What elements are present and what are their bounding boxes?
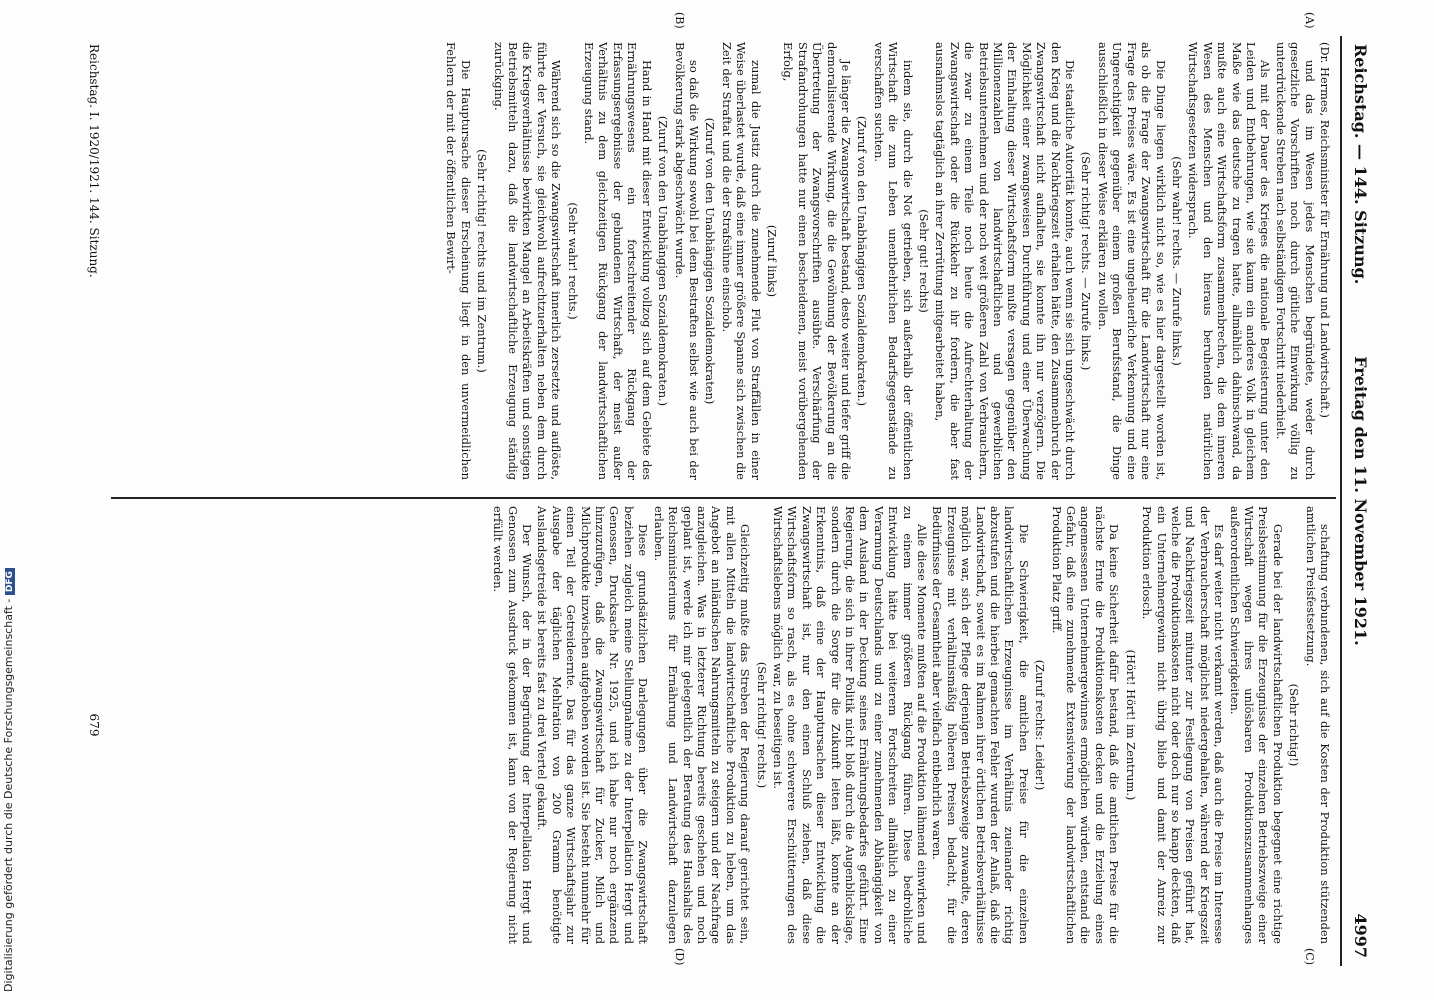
column-divider: [111, 497, 1336, 499]
interjection: (Sehr wahr! rechts.): [565, 202, 580, 320]
margin-marker-c: (C): [1303, 948, 1316, 965]
interjection: (Zuruf von den Unabhängigen Sozialdemokraten.): [656, 115, 671, 407]
interjection: (Sehr richtig! rechts und im Zentrum.): [475, 149, 490, 373]
margin-marker-d: (D): [673, 948, 686, 966]
interjection: (Zuruf rechts: Leider!): [1033, 659, 1048, 791]
interjection: (Sehr richtig! rechts. — Zurufe links.): [1079, 151, 1094, 371]
header-page-number: 4997: [1351, 913, 1370, 958]
paragraph: Die staatliche Autorität konnte, auch wenn sie sich ungeschwächt durch den Krieg und die Nachkriegszeit erhalten hätte, den Zusammenbruch der Zwangswirtschaft nicht aufhalten, sie konnte ihn nur verzögern. Die Möglichkeit einer zwangsweisen Durchführung und einer Überwachung der Einhaltung dieser Wirtschaftsform mußte versagen gegenüber den Millionenzahlen von landwirtschaftlichen und gewerblichen Betriebsunternehmen und der noch weit größeren Zahl von Verbrauchern, die zwar zu einem Teile noch heute die Aufrechterhaltung der Zwangswirtschaft oder die Rückkehr zu ihr fordern, die aber fast ausnahmslos tagtäglich an ihrer Zerrüttung mitgearbeitet haben,: [933, 42, 1078, 480]
paragraph: Die Dinge liegen wirklich nicht so, wie es hier dargestellt worden ist, als ob die Frage der Zwangswirtschaft für die Landwirtschaft nur eine Frage des Preises wäre. Es ist eine ungeheuerliche Verkennung und eine Ungerechtigkeit gegenüber einem großen Berufsstand, die Dinge ausschließlich in dieser Weise erklären zu wollen.: [1095, 42, 1168, 480]
text-column-right: [112, 506, 1332, 944]
interjection: (Sehr richtig!): [1287, 683, 1302, 767]
paragraph: so daß die Wirkung sowohl bei dem Bestraften selbst wie auch bei der Bevölkerung stark abgeschwächt wurde.: [672, 42, 701, 480]
footer-page-number: 679: [87, 713, 101, 737]
paragraph: zumal die Justiz durch die zunehmende Flut von Straffällen in einer Weise überlastet wurde, daß eine immer größere Spanne sich zwischen die Zeit der Straftat und die der Strafsühne einschob.: [719, 42, 763, 480]
paragraph: Die Schwierigkeit, die amtlichen Preise für die einzelnen landwirtschaftlichen Erzeugnisse im Verhältnis zueinander richtig abzustufen und die hierbei gemachten Fehler wurden der Anlaß, daß die Landwirtschaft, soweit es im Rahmen ihrer örtlichen Betriebsverhältnisse möglich war, sich der Pflege derjenigen Betriebszweige zuwandte, deren Erzeugnisse mit verhältnismäßig höheren Preisen bedacht, für die Bedürfnisse der Gesamtheit aber vielfach entbehrlich waren.: [930, 506, 1031, 944]
paragraph: Je länger die Zwangswirtschaft bestand, desto weiter und tiefer griff die demoralisierende Wirkung, die die Gewöhnung der Bevölkerung an die Übertretung der Zwangsvorschriften ausübte. Verschärfung der Strafandrohungen hatte nur einen bescheidenen, meist vorübergehenden Erfolg,: [781, 42, 853, 480]
interjection: (Zuruf von den Unabhängigen Sozialdemokraten.): [855, 115, 870, 407]
interjection: (Sehr wahr! rechts. — Zurufe links.): [1169, 156, 1184, 366]
margin-marker-b: (B): [673, 12, 686, 29]
speaker-label: (Dr. Hermes, Reichsminister für Ernährung und Landwirtschaft.): [1318, 42, 1332, 418]
page-header: [1340, 36, 1376, 966]
digitization-credit: [2, 392, 15, 992]
header-date: Freitag den 11. November 1921.: [1351, 356, 1370, 646]
text-column-left: [112, 42, 1332, 480]
paragraph: Während sich so die Zwangswirtschaft innerlich zersetzte und auflöste, führte der Versuch, sie gleichwohl aufrechtzuerhalten neben dem durch die Kriegsverhältnisse bewirkten Mangel an Arbeitskräften und sonstigen Betriebsmitteln dazu, daß die landwirtschaftliche Erzeugung ständig zurückging.: [491, 42, 564, 480]
interjection: (Zuruf links): [764, 224, 779, 298]
paragraph: Als mit der Dauer des Krieges die nationale Begeisterung unter den Leiden und Entbehrungen, wie sie kaum ein anderes Volk in gleichem Maße wie das deutsche zu tragen hatte, allmählich dahinschwand, da mußte auch eine Wirtschaftsform zusammenbrechen, die dem inneren Wesen des Menschen und den hieraus beruhenden natürlichen Wirtschaftsgesetzen widersprach.: [1186, 42, 1273, 480]
margin-marker-a: (A): [1303, 12, 1316, 29]
paragraph: Gleichzeitig mußte das Streben der Regierung darauf gerichtet sein, mit allen Mitteln die landwirtschaftliche Produktion zu heben, um das Angebot an inländischen Nahrungsmitteln zu steigern und der Nachfrage anzugleichen. Was in letzterer Richtung bereits geschehen und noch geplant ist, werde ich mir gelegentlich der Beratung des Haushalts des Reichsministeriums für Ernährung und Landwirtschaft darzulegen erlauben.: [651, 506, 753, 944]
paragraph: Diese grundsätzlichen Darlegungen über die Zwangswirtschaft beziehen zugleich meine Stellungnahme zu der Interpellation Hergt und Genossen, Drucksache Nr. 1925, und ich habe nur noch ergänzend hinzuzufügen, daß die Zwangswirtschaft für Zucker, Milch und Milchprodukte inzwischen aufgehoben worden ist. Sie besteht nunmehr für einen Teil der Getreideernte. Das für das ganze Wirtschaftsjahr zur Ausgabe der täglichen Mehlration von 200 Gramm benötigte Auslandsgetreide ist bereits fast zu drei Viertel gekauft.: [535, 506, 651, 944]
paragraph: und das im Wesen jedes Menschen begründete, weder durch gesetzliche Vorschriften noch durch gütliche Einwirkung völlig zu unterdrückende Streben nach selbständigem Fortschritt niederhielt.: [1273, 42, 1317, 480]
paragraph: Gerade bei der landwirtschaftlichen Produktion begegnet eine richtige Preisbestimmung für die Erzeugnisse der einzelnen Betriebszweige einer Wirtschaft wegen ihres unlösbaren Produktionszusammenhanges außerordentlichen Schwierigkeiten.: [1227, 506, 1285, 944]
dfg-logo: DFG: [5, 568, 15, 595]
document-page: [46, 12, 1376, 966]
interjection: (Hört! Hört! im Zentrum.): [1123, 649, 1138, 801]
interjection: (Sehr gut! rechts): [917, 209, 932, 313]
paragraph: Es darf weiter nicht verkannt werden, daß auch die Preise im Interesse der Verbraucherschaft möglichst niedergehalten, während der Kriegszeit und Nachkriegszeit mitunter zur Festlegung von Preisen geführt hat, welche die Produktionskosten nicht oder doch nur so knapp deckten, daß ein Unternehmergewinn nicht übrig blieb und damit der Anreiz zur Produktion erlosch.: [1140, 506, 1227, 944]
interjection: (Sehr richtig! rechts.): [754, 661, 769, 789]
paragraph: Die Hauptursache dieser Erscheinung liegt in den unvermeidlichen Fehlern der mit der öffentlichen Bewirt-: [444, 42, 473, 480]
credit-text: Digitalisierung gefördert durch die Deutsche Forschungsgemeinschaft -: [2, 598, 15, 992]
header-session: Reichstag. — 144. Sitzung.: [1351, 44, 1370, 285]
paragraph: Alle diese Momente mußten auf die Produktion lähmend einwirken und zu einem immer größeren Rückgang führen. Diese bedrohliche Entwicklung hätte bei weiterem Fortschreiten allmählich zu einer Verarmung Deutschlands und zu einer zunehmenden Abhängigkeit von dem Ausland in der Deckung seines Ernährungsbedarfes geführt. Eine Regierung, die sich in ihrer Politik nicht bloß durch die Augenblickslage, sondern durch die Sorge für die Zukunft leiten läßt, konnte an der Erkenntnis, daß eine der Hauptursachen dieser Entwicklung die Zwangswirtschaft ist, nur den einen Schluß ziehen, daß diese Wirtschaftsform so rasch, als es ohne schwerere Erschütterungen des Wirtschaftslebens möglich war, zu beseitigen ist.: [770, 506, 930, 944]
paragraph: Der Wunsch, der in der Begründung der Interpellation Hergt und Genossen zum Ausdruck gekommen ist, kann von der Regierung nicht erfüllt werden.: [491, 506, 535, 944]
interjection: (Zuruf von den Unabhängigen Sozialdemokraten): [703, 117, 718, 405]
paragraph: Da keine Sicherheit dafür bestand, daß die amtlichen Preise für die nächste Ernte die Produktionskosten decken und die Erzielung eines angemessenen Unternehmergewinnes ermöglichen würden, entstand die Gefahr, daß eine zunehmende Extensivierung der landwirtschaftlichen Produktion Platz griff.: [1049, 506, 1122, 944]
footer-session: Reichstag. I. 1920/1921. 144. Sitzung.: [87, 44, 101, 278]
paragraph: indem sie, durch die Not getrieben, sich außerhalb der öffentlichen Wirtschaft die zum Leben unentbehrlichen Bedarfsgegenstände zu verschaffen suchten.: [871, 42, 915, 480]
paragraph: Hand in Hand mit dieser Entwicklung vollzog sich auf dem Gebiete des Ernährungswesens ein fortschreitender Rückgang der Erfassungsergebnisse der gebundenen Wirtschaft, der meist außer Verhältnis zu dem gleichzeitigen Rückgang der landwirtschaftlichen Erzeugung stand.: [582, 42, 654, 480]
paragraph: schaftung verbundenen, sich auf die Kosten der Produktion stützenden amtlichen Preisfestsetzung.: [1303, 506, 1332, 944]
